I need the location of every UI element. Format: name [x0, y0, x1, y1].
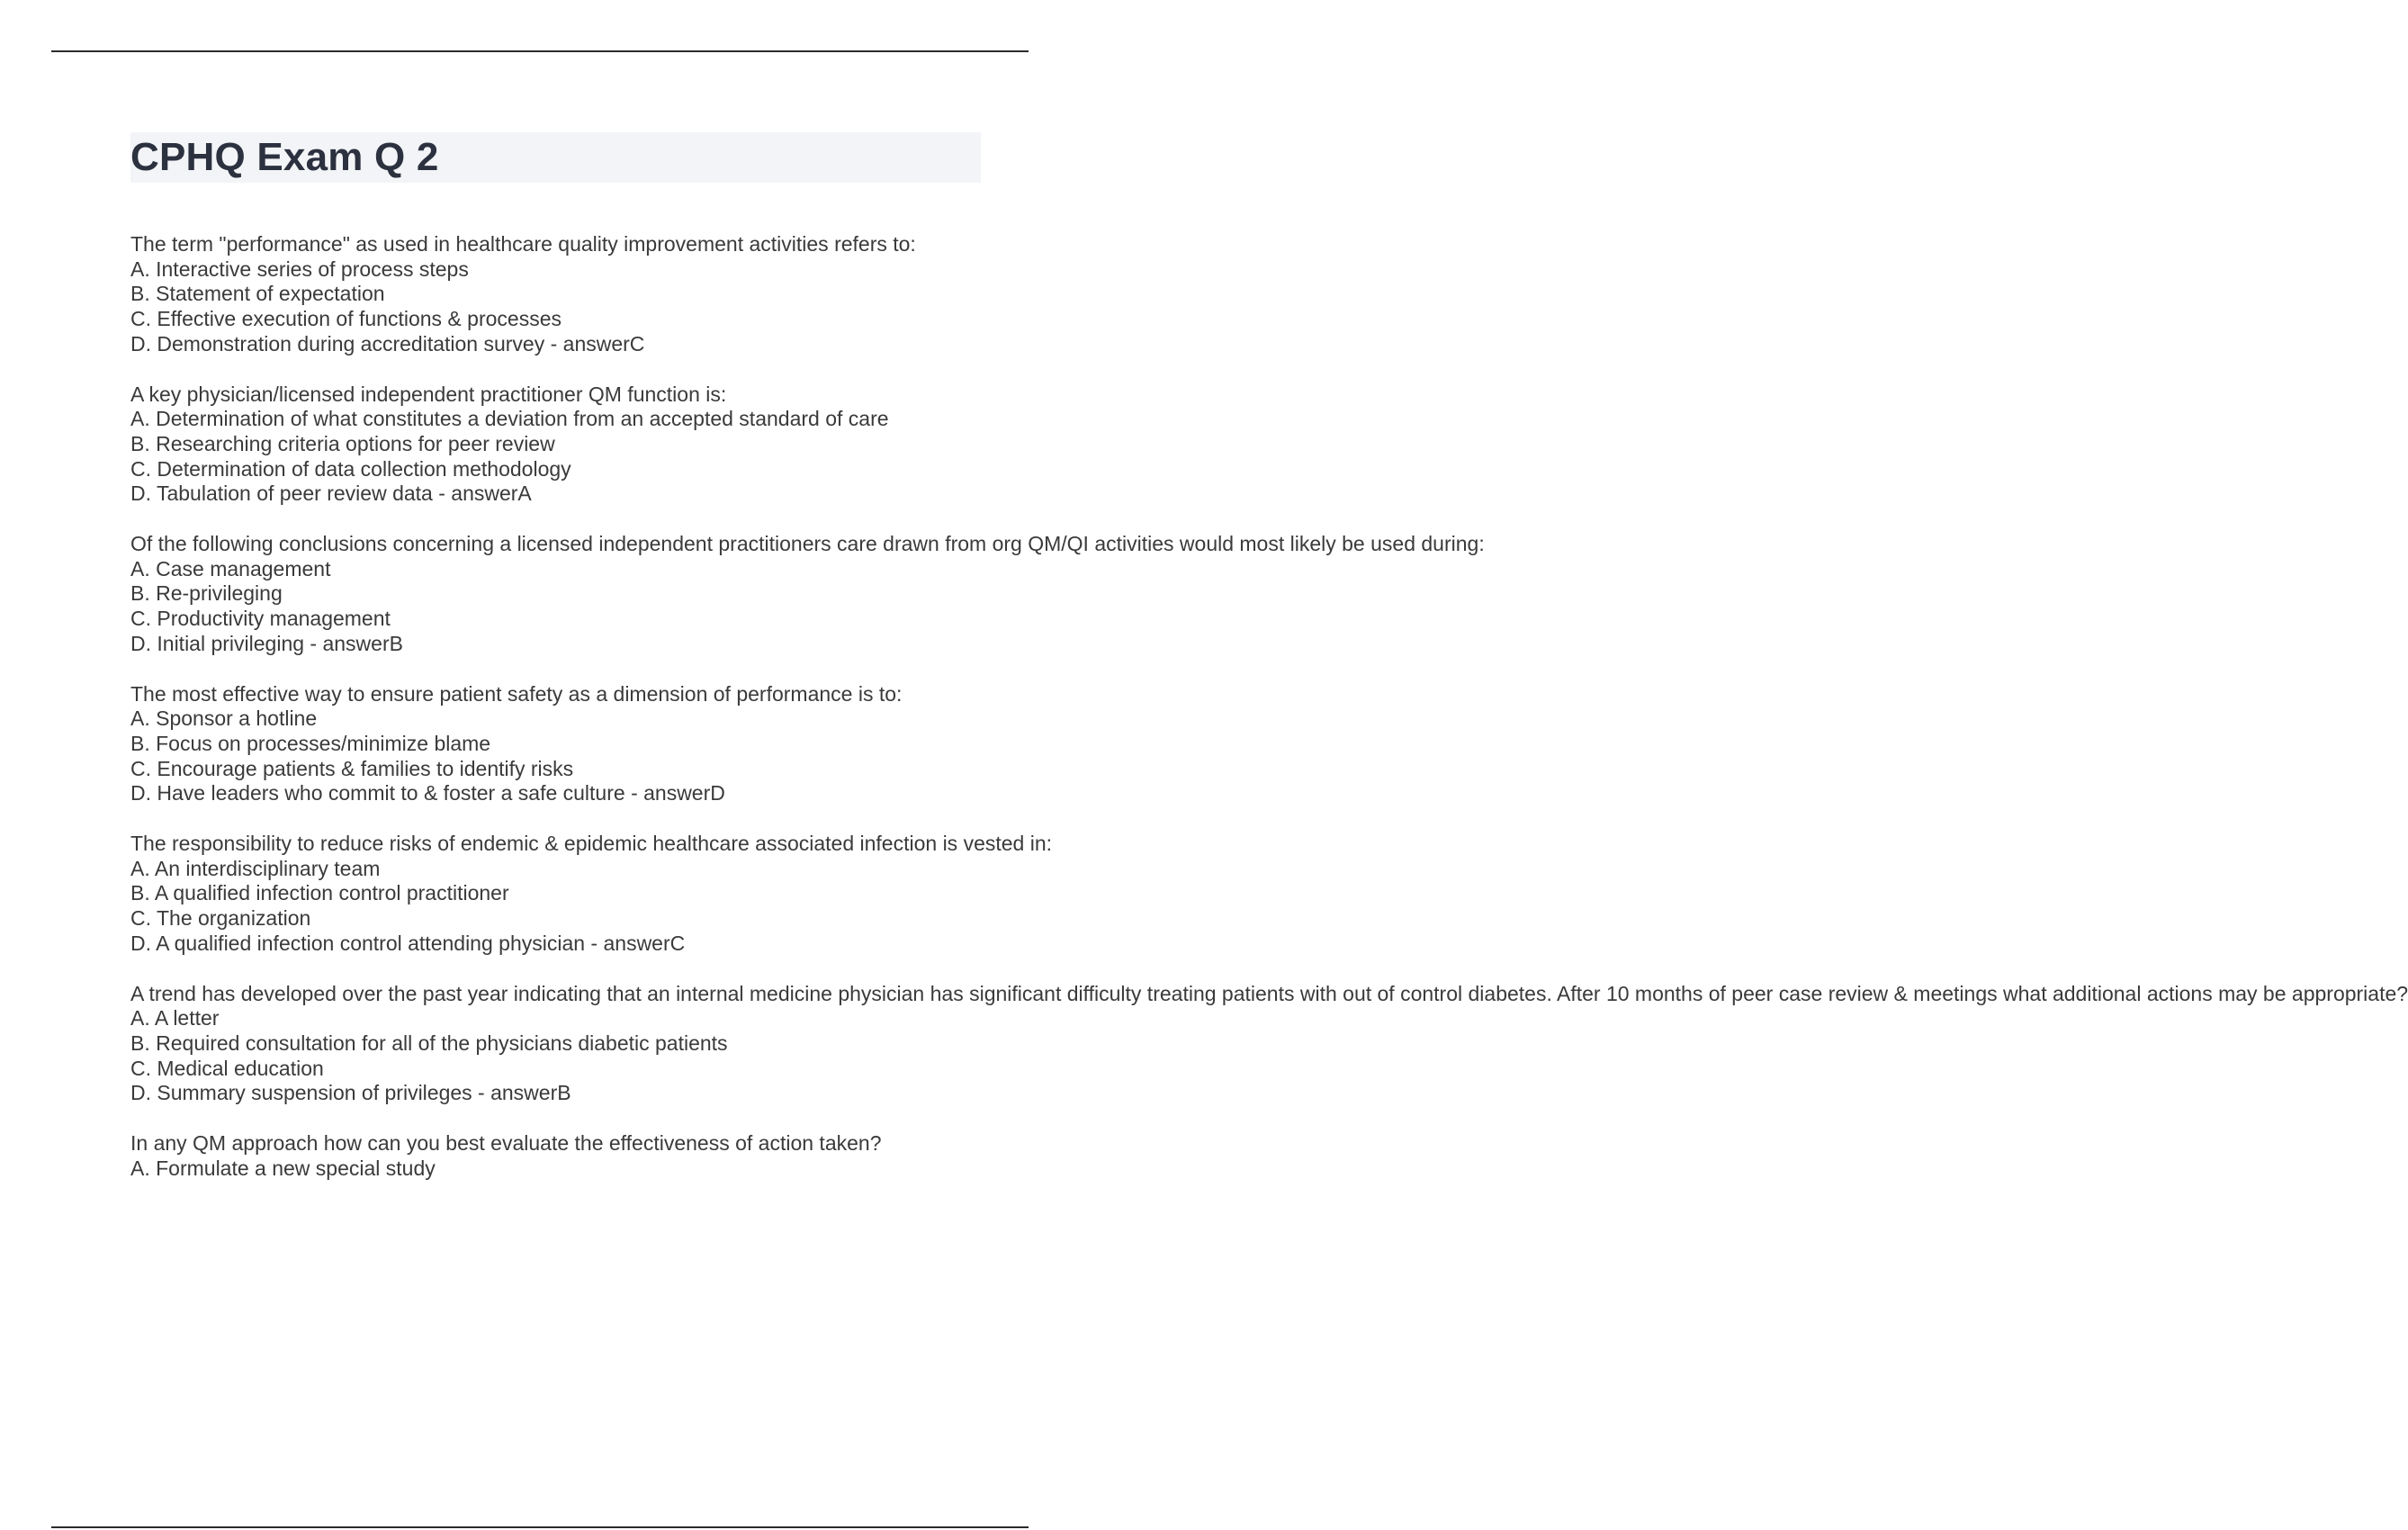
answer-option: C. Encourage patients & families to identify risks: [130, 756, 574, 780]
answer-option: D. Demonstration during accreditation survey - answerC: [130, 331, 645, 356]
bottom-divider: [51, 1526, 1029, 1528]
answer-option: B. Required consultation for all of the physicians diabetic patients: [130, 1030, 728, 1055]
question-stem: A trend has developed over the past year indicating that an internal medicine physician has significant difficulty treating patients with out of control diabetes. After 10 months of peer case review & meetings what additional actions may be appropriate?: [130, 981, 2408, 1005]
answer-option: A. Case management: [130, 556, 331, 580]
answer-option: A. Determination of what constitutes a deviation from an accepted standard of care: [130, 407, 889, 431]
answer-option: A. A letter: [130, 1006, 220, 1030]
document-body: [130, 132, 2408, 1207]
question-6: [130, 981, 2408, 1107]
answer-option: A. Formulate a new special study: [130, 1156, 436, 1180]
question-5: [130, 832, 1053, 957]
answer-option: D. Have leaders who commit to & foster a safe culture - answerD: [130, 781, 725, 806]
question-stem: The most effective way to ensure patient safety as a dimension of performance is to:: [130, 681, 903, 706]
question-4: [130, 682, 981, 807]
question-3: [130, 532, 1485, 657]
question-stem: A key physician/licensed independent practitioner QM function is:: [130, 382, 727, 406]
answer-option: A. Sponsor a hotline: [130, 706, 318, 731]
answer-option: C. The organization: [130, 906, 311, 931]
question-1: [130, 232, 981, 357]
answer-option: C. Medical education: [130, 1056, 324, 1080]
answer-option: B. A qualified infection control practitioner: [130, 881, 509, 905]
answer-option: B. Re-privileging: [130, 581, 283, 606]
answer-option: A. Interactive series of process steps: [130, 256, 469, 281]
answer-option: B. Focus on processes/minimize blame: [130, 731, 491, 755]
answer-option: C. Productivity management: [130, 607, 391, 631]
answer-option: B. Researching criteria options for peer review: [130, 431, 555, 455]
answer-option: C. Effective execution of functions & processes: [130, 307, 562, 331]
answer-option: C. Determination of data collection methodology: [130, 456, 571, 481]
question-stem: In any QM approach how can you best evaluate the effectiveness of action taken?: [130, 1131, 882, 1156]
title-banner: [130, 132, 981, 183]
page-title: CPHQ Exam Q 2: [130, 135, 439, 179]
answer-option: D. Initial privileging - answerB: [130, 631, 403, 655]
answer-option: B. Statement of expectation: [130, 282, 385, 306]
answer-option: D. Tabulation of peer review data - answerA: [130, 482, 532, 506]
question-stem: Of the following conclusions concerning a licensed independent practitioners care drawn from org QM/QI activities would most likely be used during:: [130, 532, 1485, 556]
question-7: [130, 1131, 981, 1181]
answer-option: A. An interdisciplinary team: [130, 856, 381, 880]
question-2: [130, 382, 981, 508]
answer-option: D. A qualified infection control attending physician - answerC: [130, 931, 686, 955]
question-stem: The term "performance" as used in healthcare quality improvement activities refers to:: [130, 232, 916, 256]
question-stem: The responsibility to reduce risks of endemic & epidemic healthcare associated infection is vested in:: [130, 832, 1053, 856]
answer-option: D. Summary suspension of privileges - answerB: [130, 1081, 571, 1105]
top-divider: [51, 50, 1029, 52]
